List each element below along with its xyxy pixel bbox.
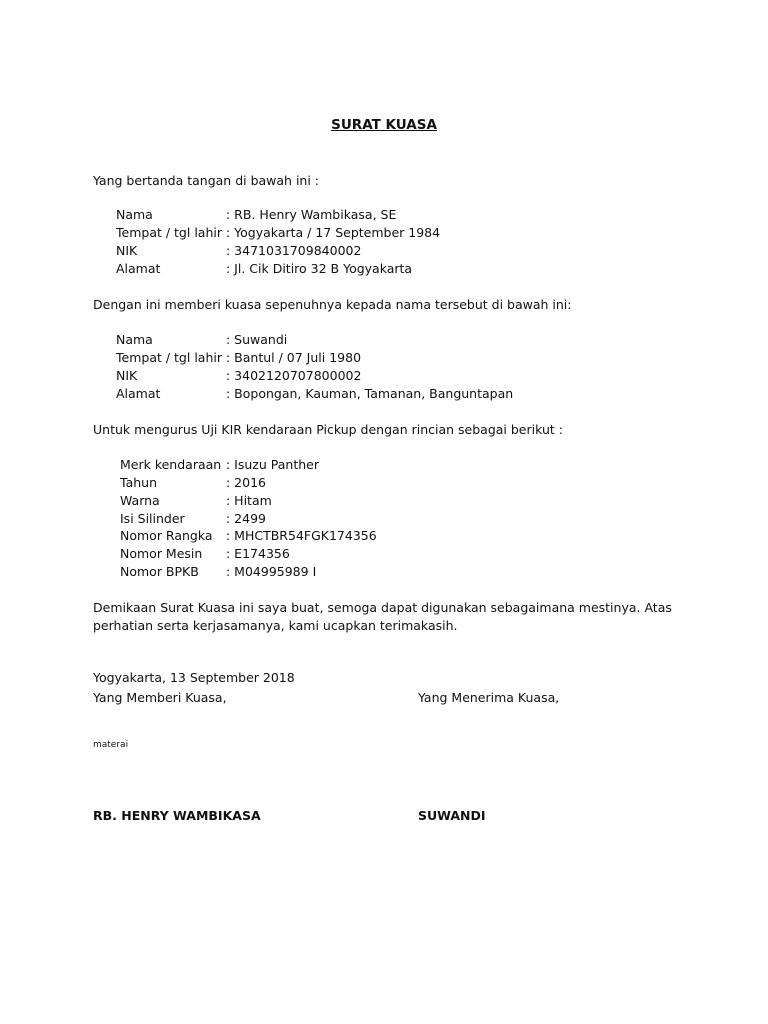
grantor-address-value: : Jl. Cik Ditiro 32 B Yogyakarta [226,261,413,276]
grantee-birth-label: Tempat / tgl lahir [116,350,222,365]
vehicle-cylinder-value: : 2499 [226,511,266,526]
statement-text: Dengan ini memberi kuasa sepenuhnya kepada nama tersebut di bawah ini: [93,297,572,312]
grantor-name-value: : RB. Henry Wambikasa, SE [226,207,397,222]
vehicle-year-label: Tahun [120,475,157,490]
grantee-nik-value: : 3402120707800002 [226,368,362,383]
stamp-note: materai [93,740,129,750]
vehicle-chassis-label: Nomor Rangka [120,528,213,543]
grantor-birth-value: : Yogyakarta / 17 September 1984 [226,225,441,240]
grantee-nik-label: NIK [116,368,138,383]
grantor-nik-label: NIK [116,243,138,258]
purpose-text: Untuk mengurus Uji KIR kendaraan Pickup dengan rincian sebagai berikut : [93,422,563,437]
giver-name: RB. HENRY WAMBIKASA [93,808,261,823]
closing-line-2: perhatian serta kerjasamanya, kami ucapkan terimakasih. [93,618,458,633]
vehicle-engine-value: : E174356 [226,546,290,561]
vehicle-bpkb-label: Nomor BPKB [120,564,199,579]
vehicle-bpkb-value: : M04995989 I [226,564,317,579]
intro-text: Yang bertanda tangan di bawah ini : [93,173,320,188]
vehicle-chassis-value: : MHCTBR54FGK174356 [226,528,377,543]
receiver-name: SUWANDI [418,808,486,823]
vehicle-year-value: : 2016 [226,475,266,490]
vehicle-color-label: Warna [120,493,160,508]
closing-line-1: Demikaan Surat Kuasa ini saya buat, semoga dapat digunakan sebagaimana mestinya. Atas [93,600,672,615]
grantee-name-label: Nama [116,332,153,347]
grantor-nik-value: : 3471031709840002 [226,243,362,258]
grantor-birth-label: Tempat / tgl lahir [116,225,222,240]
vehicle-engine-label: Nomor Mesin [120,546,203,561]
document-title: SURAT KUASA [331,117,437,133]
grantee-name-value: : Suwandi [226,332,288,347]
grantee-address-label: Alamat [116,386,161,401]
vehicle-brand-label: Merk kendaraan [120,457,222,472]
receiver-label: Yang Menerima Kuasa, [418,690,560,705]
vehicle-cylinder-label: Isi Silinder [120,511,185,526]
grantee-birth-value: : Bantul / 07 Juli 1980 [226,350,362,365]
grantor-address-label: Alamat [116,261,161,276]
grantor-name-label: Nama [116,207,153,222]
giver-label: Yang Memberi Kuasa, [93,690,227,705]
grantee-address-value: : Bopongan, Kauman, Tamanan, Banguntapan [226,386,514,401]
vehicle-color-value: : Hitam [226,493,272,508]
vehicle-brand-value: : Isuzu Panther [226,457,319,472]
place-date: Yogyakarta, 13 September 2018 [93,670,295,685]
